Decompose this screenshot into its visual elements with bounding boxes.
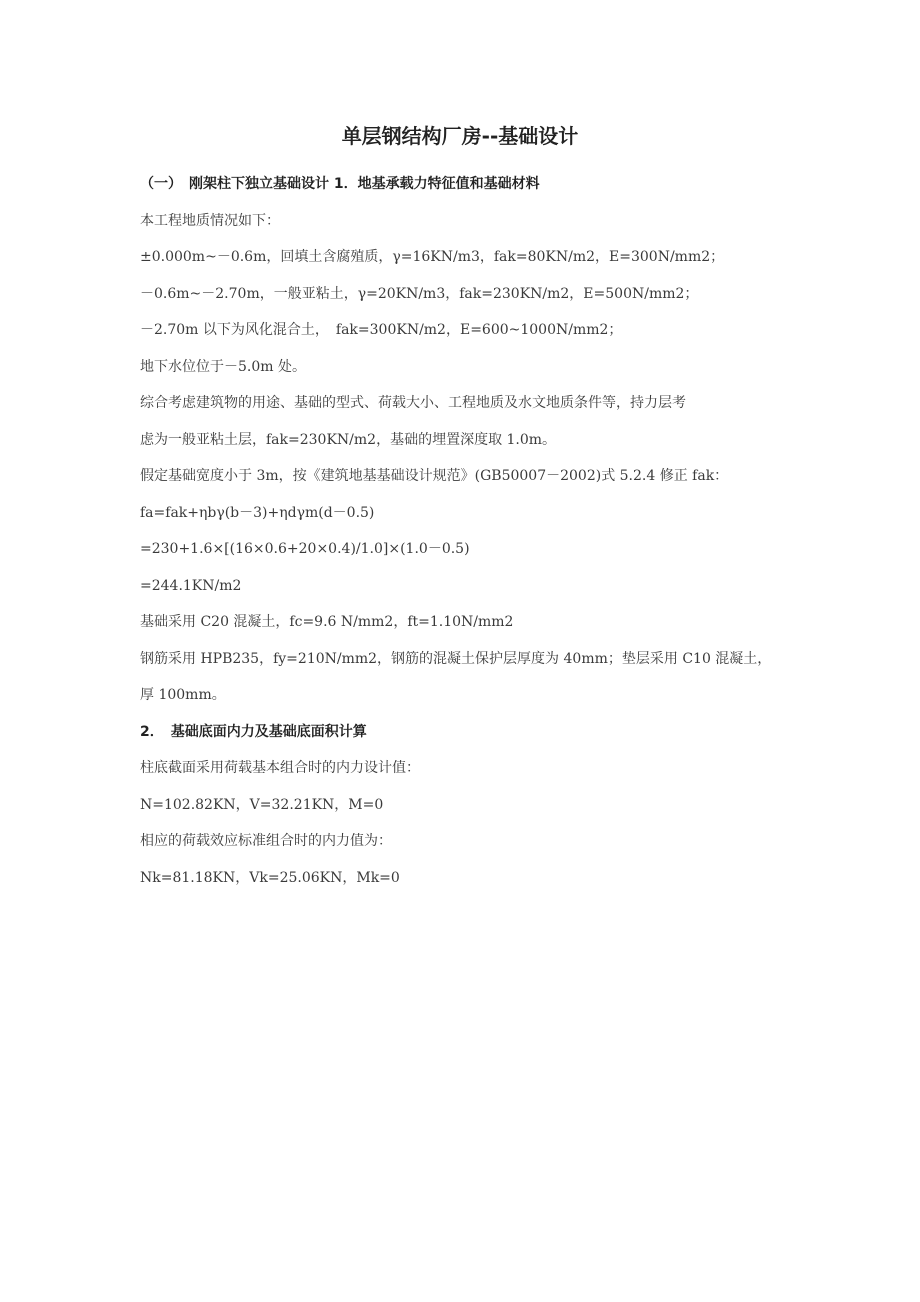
- page-title: 单层钢结构厂房--基础设计: [341, 124, 579, 148]
- text-line: 厚 100mm。: [140, 687, 226, 703]
- text-line: 柱底截面采用荷载基本组合时的内力设计值：: [140, 760, 420, 776]
- section-heading: 2． 基础底面内力及基础底面积计算: [140, 723, 367, 740]
- text-line: N=102.82KN，V=32.21KN，M=0: [140, 796, 384, 813]
- section-heading: （一） 刚架柱下独立基础设计 1．地基承载力特征值和基础材料: [140, 176, 540, 192]
- text-line: －0.6m~－2.70m，一般亚粘土，γ=20KN/m3，fak=230KN/m2，E=500N/mm2；: [140, 285, 699, 302]
- text-line: 基础采用 C20 混凝土，fc=9.6 N/mm2，ft=1.10N/mm2: [140, 614, 514, 630]
- text-line: 虑为一般亚粘土层，fak=230KN/m2，基础的埋置深度取 1.0m。: [140, 431, 557, 448]
- text-line: 钢筋采用 HPB235，fy=210N/mm2，钢筋的混凝土保护层厚度为 40mm；垫层采用 C10 混凝土，: [140, 650, 772, 667]
- text-line: =230+1.6×[(16×0.6+20×0.4)/1.0]×(1.0－0.5): [140, 541, 470, 557]
- text-line: 相应的荷载效应标准组合时的内力值为：: [140, 833, 392, 849]
- text-line: 地下水位位于－5.0m 处。: [140, 358, 306, 375]
- text-line: 本工程地质情况如下：: [140, 212, 280, 229]
- text-line: =244.1KN/m2: [140, 577, 242, 594]
- document-body: [140, 166, 800, 896]
- text-line: ±0.000m~－0.6m，回填土含腐殖质，γ=16KN/m3，fak=80KN/m2，E=300N/mm2；: [140, 249, 725, 265]
- text-line: fa=fak+ηbγ(b－3)+ηdγm(d－0.5): [140, 504, 375, 521]
- text-line: 综合考虑建筑物的用途、基础的型式、荷载大小、工程地质及水文地质条件等，持力层考: [140, 395, 686, 411]
- text-line: －2.70m 以下为风化混合土， fak=300KN/m2，E=600~1000N/mm2；: [140, 322, 623, 338]
- text-line: 假定基础宽度小于 3m，按《建筑地基基础设计规范》(GB50007－2002)式 5.2.4 修正 fak：: [140, 468, 729, 484]
- text-line: Nk=81.18KN，Vk=25.06KN，Mk=0: [140, 869, 400, 886]
